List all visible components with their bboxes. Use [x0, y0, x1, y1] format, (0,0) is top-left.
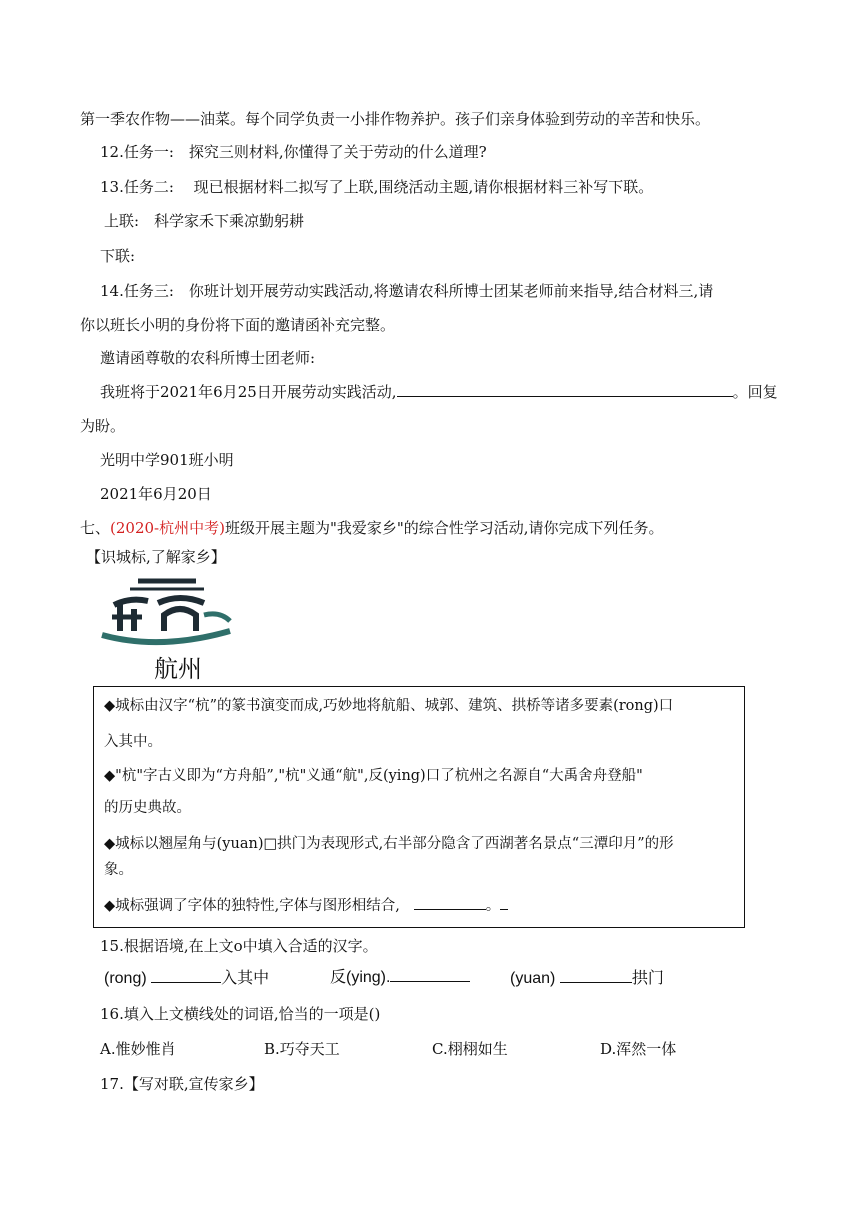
option-a[interactable]: A.惟妙惟肖: [100, 1040, 176, 1058]
logo-caption: 航州: [154, 655, 202, 683]
option-c[interactable]: C.栩栩如生: [432, 1040, 508, 1058]
box-para-3b: 象。: [104, 862, 133, 878]
sub-heading: 【识城标,了解家乡】: [86, 548, 226, 566]
pinyin-ying: 反(ying).: [330, 967, 470, 989]
answer-blank-short[interactable]: [707, 382, 733, 397]
hangzhou-city-logo: [100, 575, 235, 647]
box-para-2b: 的历史典故。: [104, 800, 191, 816]
text-line: 第一季农作物——油菜。每个同学负责一小排作物养护。孩子们亲身体验到劳动的辛苦和快乐。: [80, 110, 711, 128]
question-17: 17.【写对联,宣传家乡】: [100, 1075, 264, 1093]
lower-couplet-label: 下联:: [100, 247, 136, 265]
blank-yuan[interactable]: [560, 968, 632, 983]
box-para-2a: ◆"杭"字古义即为“方舟船”,"杭"义通“航",反(ying)口了杭州之名源自“大禹舍舟登船": [104, 768, 643, 784]
box-answer-blank[interactable]: [414, 895, 486, 910]
invitation-signer: 光明中学901班小明: [100, 451, 234, 469]
box-para-1b: 入其中。: [104, 734, 162, 750]
question-14-line1: 14.任务三: 你班计划开展劳动实践活动,将邀请农科所博士团某老师前来指导,结合材料三,请: [100, 282, 714, 300]
section-7-heading: 七、(2020-杭州中考)班级开展主题为"我爱家乡"的综合性学习活动,请你完成下列任务。: [80, 519, 664, 537]
blank-rong[interactable]: [151, 968, 221, 983]
question-13: 13.任务二: 现已根据材料二拟写了上联,围绕活动主题,请你根据材料三补写下联。: [100, 178, 654, 196]
invitation-closing: 为盼。: [80, 417, 126, 435]
info-box: [93, 686, 745, 928]
invitation-heading: 邀请函尊敬的农科所博士团老师:: [100, 349, 316, 367]
option-b[interactable]: B.巧夺天工: [264, 1040, 340, 1058]
invitation-body: 我班将于2021年6月25日开展劳动实践活动, 。回复: [100, 383, 778, 401]
question-15: 15.根据语境,在上文o中填入合适的汉字。: [100, 937, 378, 955]
invitation-date: 2021年6月20日: [100, 485, 212, 503]
box-answer-blank-tail[interactable]: [500, 895, 508, 910]
pinyin-rong: (rong) 入其中: [104, 968, 270, 987]
box-para-4: ◆城标强调了字体的独特性,字体与图形相结合, 。: [104, 895, 508, 917]
answer-blank[interactable]: [397, 382, 707, 397]
box-para-1a: ◆城标由汉字“杭”的篆书演变而成,巧妙地将航船、城郭、建筑、拱桥等诸多要素(rong)口: [104, 698, 674, 714]
upper-couplet: 上联: 科学家禾下乘凉勤躬耕: [104, 212, 305, 230]
box-para-3a: ◆城标以翘屋角与(yuan)□拱门为表现形式,右半部分隐含了西湖著名景点“三潭印月”的形: [104, 836, 674, 852]
blank-ying[interactable]: [390, 967, 470, 982]
source-tag: (2020-杭州中考): [110, 519, 225, 537]
question-16: 16.填入上文横线处的词语,恰当的一项是(): [100, 1005, 381, 1023]
option-d[interactable]: D.浑然一体: [600, 1040, 677, 1058]
pinyin-yuan: (yuan) 拱门: [510, 968, 664, 987]
question-12: 12.任务一: 探究三则材料,你懂得了关于劳动的什么道理?: [100, 143, 487, 161]
question-14-line2: 你以班长小明的身份将下面的邀请函补充完整。: [80, 316, 396, 334]
